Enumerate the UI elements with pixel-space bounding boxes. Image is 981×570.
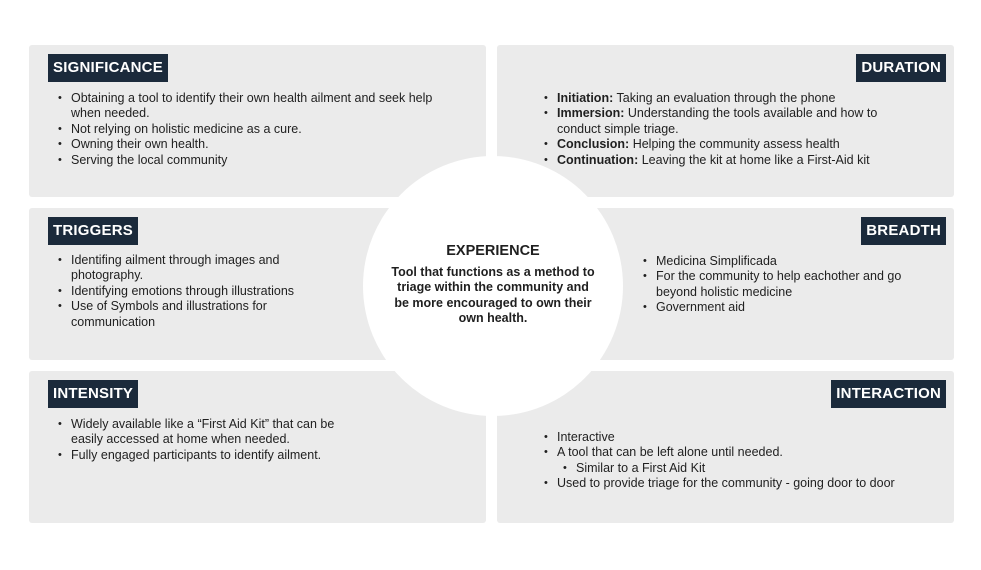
term-label: Immersion: xyxy=(557,106,625,121)
list-item xyxy=(544,91,924,106)
intensity-panel xyxy=(29,371,486,523)
significance-list xyxy=(58,91,448,168)
breadth-list xyxy=(643,254,933,316)
list-item: • Owning their own health. xyxy=(58,137,448,152)
list-item: • For the community to help eachother and go beyond holistic medicine xyxy=(643,269,933,300)
breadth-title: BREADTH xyxy=(861,217,946,245)
list-item: • Used to provide triage for the community - going door to door xyxy=(544,476,944,491)
list-subitem: • Similar to a First Aid Kit xyxy=(563,461,944,476)
term-text: Taking an evaluation through the phone xyxy=(613,91,836,105)
list-item xyxy=(544,106,924,137)
term-text: Helping the community assess health xyxy=(629,137,840,152)
interaction-list xyxy=(544,430,944,492)
list-item: • Medicina Simplificada xyxy=(643,254,933,269)
duration-panel xyxy=(497,45,954,197)
significance-title: SIGNIFICANCE xyxy=(48,54,168,82)
term-label: Initiation: xyxy=(557,91,614,105)
duration-title: DURATION xyxy=(856,54,946,82)
list-item: • Widely available like a “First Aid Kit” that can be easily accessed at home when needed. xyxy=(58,417,348,448)
experience-description: Tool that functions as a method to triage within the community and be more encouraged to own their own health. xyxy=(391,265,595,326)
list-item: • Use of Symbols and illustrations for communication xyxy=(58,299,348,330)
intensity-list xyxy=(58,417,348,463)
list-item: • Serving the local community xyxy=(58,153,448,168)
list-item: • Interactive xyxy=(544,430,944,445)
duration-list xyxy=(544,91,924,168)
triggers-list xyxy=(58,253,348,330)
list-item: • A tool that can be left alone until needed. xyxy=(544,445,944,460)
intensity-title: INTENSITY xyxy=(48,380,138,408)
list-item: • Fully engaged participants to identify ailment. xyxy=(58,448,348,463)
term-label: Continuation: xyxy=(557,152,639,167)
term-label: Conclusion: xyxy=(557,137,630,152)
term-text: Understanding the tools available and how to conduct simple triage. xyxy=(557,106,878,136)
list-item xyxy=(544,153,924,168)
experience-circle xyxy=(363,156,623,416)
interaction-title: INTERACTION xyxy=(831,380,946,408)
triggers-title: TRIGGERS xyxy=(48,217,138,245)
significance-panel xyxy=(29,45,486,197)
list-item: • Obtaining a tool to identify their own health ailment and seek help when needed. xyxy=(58,91,448,122)
list-item: • Not relying on holistic medicine as a cure. xyxy=(58,122,448,137)
list-item: • Government aid xyxy=(643,300,933,315)
list-item: • Identifing ailment through images and photography. xyxy=(58,253,348,284)
list-item xyxy=(544,137,924,152)
term-text: Leaving the kit at home like a First-Aid kit xyxy=(638,152,870,167)
experience-title: EXPERIENCE xyxy=(446,243,540,259)
list-item: • Identifying emotions through illustrations xyxy=(58,284,348,299)
